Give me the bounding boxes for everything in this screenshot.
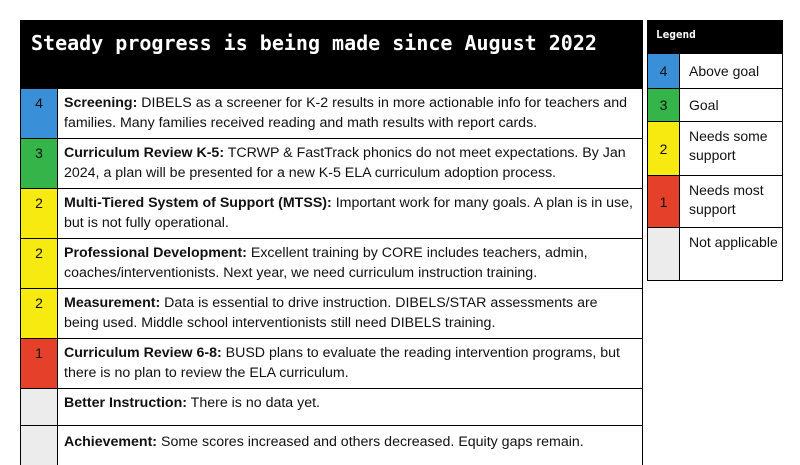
row-text — [58, 426, 590, 465]
row-heading: Measurement: — [64, 295, 161, 311]
legend-label: Needs most support — [689, 182, 764, 217]
legend-label: Not applicable — [689, 234, 778, 250]
legend-item — [648, 88, 782, 121]
legend-swatch: 2 — [648, 122, 680, 175]
progress-table — [20, 20, 643, 465]
score-badge: 3 — [21, 139, 58, 188]
table-row — [21, 288, 642, 338]
row-body: BUSD plans to evaluate the reading intervention programs, but there is no plan to review the ELA curriculum. — [64, 345, 620, 381]
row-heading: Achievement: — [64, 434, 158, 450]
legend-label: Needs some support — [689, 128, 768, 163]
score-badge: 1 — [21, 339, 58, 388]
row-heading: Curriculum Review K-5: — [64, 145, 225, 161]
legend-swatch: 4 — [648, 54, 680, 88]
legend-label: Goal — [689, 97, 719, 113]
table-row — [21, 188, 642, 238]
table-row — [21, 425, 642, 465]
row-text — [58, 89, 642, 138]
row-body: Excellent training by CORE includes teachers, admin, coaches/interventionists. Next year, we need curriculum instruction training. — [64, 245, 588, 281]
legend-swatch — [648, 228, 680, 280]
row-body: Important work for many goals. A plan is in use, but is not fully operational. — [64, 195, 633, 231]
row-text — [58, 239, 642, 288]
row-heading: Screening: — [64, 95, 138, 111]
row-text — [58, 339, 642, 388]
row-heading: Professional Development: — [64, 245, 247, 261]
legend-item — [648, 53, 782, 88]
table-row — [21, 338, 642, 388]
row-text — [58, 189, 642, 238]
row-body: Some scores increased and others decreased. Equity gaps remain. — [161, 434, 584, 450]
score-badge: 2 — [21, 189, 58, 238]
table-row — [21, 388, 642, 425]
score-badge: 2 — [21, 289, 58, 338]
legend-label: Above goal — [689, 63, 760, 79]
score-badge: 4 — [21, 89, 58, 138]
legend-swatch: 1 — [648, 176, 680, 227]
row-heading: Multi-Tiered System of Support (MTSS): — [64, 195, 332, 211]
row-body: There is no data yet. — [190, 395, 320, 411]
table-row — [21, 238, 642, 288]
table-row — [21, 88, 642, 138]
row-body: DIBELS as a screener for K-2 results in more actionable info for teachers and families. Many families received reading and math results with report cards. — [64, 95, 628, 131]
page-title: Steady progress is being made since August 2022 — [21, 21, 642, 88]
row-text — [58, 139, 642, 188]
legend-item — [648, 121, 782, 175]
row-heading: Curriculum Review 6-8: — [64, 345, 222, 361]
score-badge: 2 — [21, 239, 58, 288]
row-heading: Better Instruction: — [64, 395, 187, 411]
legend — [647, 20, 783, 281]
score-badge — [21, 389, 58, 425]
row-body: TCRWP & FastTrack phonics do not meet expectations. By Jan 2024, a plan will be presented for a new K-5 ELA curriculum adoption process. — [64, 145, 626, 181]
row-text — [58, 289, 642, 338]
legend-title: Legend — [648, 21, 782, 53]
legend-swatch: 3 — [648, 89, 680, 121]
row-text — [58, 389, 326, 425]
row-body: Data is essential to drive instruction. DIBELS/STAR assessments are being used. Middle school interventionists still need DIBELS training. — [64, 295, 598, 331]
table-row — [21, 138, 642, 188]
legend-item — [648, 175, 782, 227]
legend-item — [648, 227, 782, 280]
score-badge — [21, 426, 58, 465]
